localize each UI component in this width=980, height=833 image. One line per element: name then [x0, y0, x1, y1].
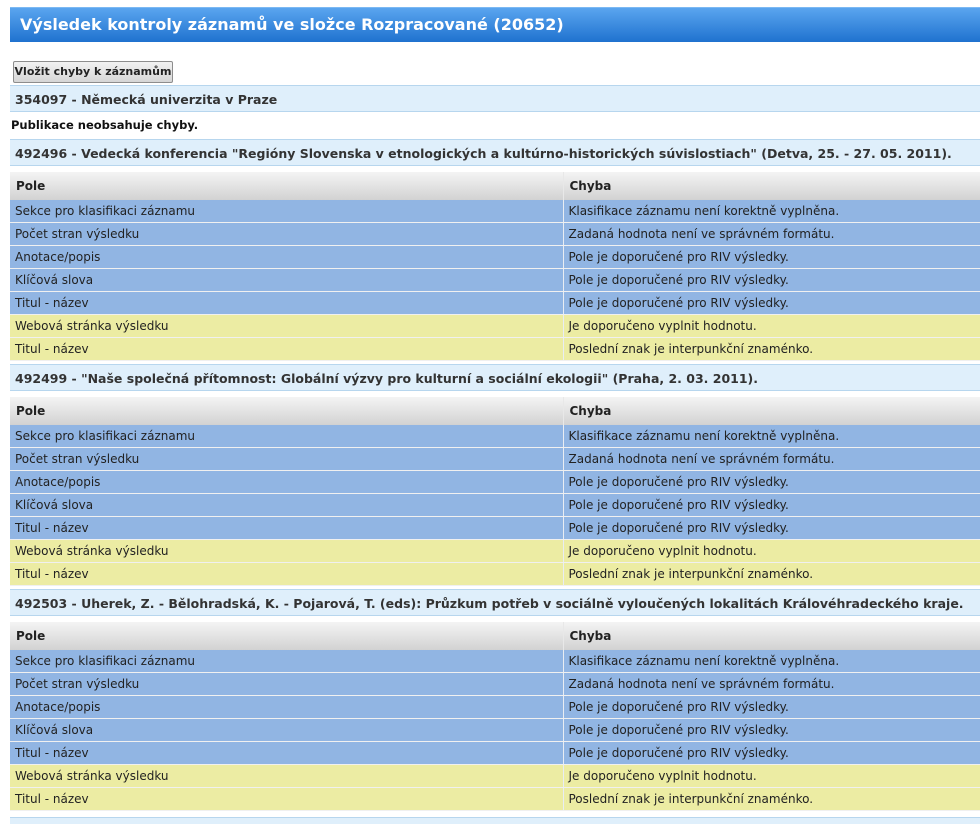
error-cell: Pole je doporučené pro RIV výsledky.: [563, 269, 980, 292]
column-header-field: Pole: [10, 172, 563, 200]
table-row: [10, 471, 980, 494]
table-row: [10, 338, 980, 361]
spacer: [10, 811, 980, 814]
error-cell: Pole je doporučené pro RIV výsledky.: [563, 742, 980, 765]
error-cell: Pole je doporučené pro RIV výsledky.: [563, 517, 980, 540]
table-row: [10, 269, 980, 292]
error-cell: Klasifikace záznamu není korektně vyplněna.: [563, 650, 980, 673]
error-cell: Zadaná hodnota není ve správném formátu.: [563, 223, 980, 246]
error-cell: Klasifikace záznamu není korektně vyplněna.: [563, 200, 980, 223]
error-cell: Poslední znak je interpunkční znaménko.: [563, 563, 980, 586]
field-cell: Sekce pro klasifikaci záznamu: [10, 425, 563, 448]
field-cell: Titul - název: [10, 292, 563, 315]
field-cell: Webová stránka výsledku: [10, 765, 563, 788]
insert-errors-button[interactable]: Vložit chyby k záznamům: [13, 61, 173, 83]
page-title-prefix: Výsledek kontroly záznamů ve složce: [20, 15, 362, 34]
error-cell: Poslední znak je interpunkční znaménko.: [563, 788, 980, 811]
field-cell: Klíčová slova: [10, 269, 563, 292]
column-header-error: Chyba: [563, 172, 980, 200]
field-cell: Titul - název: [10, 563, 563, 586]
record-heading: 492499 - "Naše společná přítomnost: Globální výzvy pro kulturní a sociální ekologii" (Praha, 2. 03. 2011).: [10, 364, 980, 391]
no-errors-note: Publikace neobsahuje chyby.: [11, 118, 199, 132]
table-row: [10, 292, 980, 315]
folder-count: (20652): [487, 15, 564, 34]
field-cell: Titul - název: [10, 788, 563, 811]
results-content: [10, 85, 980, 824]
table-row: [10, 765, 980, 788]
table-header-row: [10, 172, 980, 200]
column-header-error: Chyba: [563, 622, 980, 650]
field-cell: Webová stránka výsledku: [10, 315, 563, 338]
table-row: [10, 719, 980, 742]
records-list: [10, 139, 980, 814]
folder-name: Rozpracované: [361, 15, 488, 34]
error-cell: Pole je doporučené pro RIV výsledky.: [563, 719, 980, 742]
institution-heading: 354097 - Německá univerzita v Praze: [10, 85, 980, 112]
table-row: [10, 200, 980, 223]
table-header-row: [10, 622, 980, 650]
error-cell: Je doporučeno vyplnit hodnotu.: [563, 765, 980, 788]
field-cell: Webová stránka výsledku: [10, 540, 563, 563]
table-row: [10, 517, 980, 540]
error-cell: Pole je doporučené pro RIV výsledky.: [563, 494, 980, 517]
field-cell: Klíčová slova: [10, 494, 563, 517]
table-row: [10, 673, 980, 696]
field-cell: Počet stran výsledku: [10, 673, 563, 696]
error-cell: Pole je doporučené pro RIV výsledky.: [563, 292, 980, 315]
column-header-field: Pole: [10, 397, 563, 425]
table-row: [10, 448, 980, 471]
table-row: [10, 315, 980, 338]
error-cell: Klasifikace záznamu není korektně vyplněna.: [563, 425, 980, 448]
table-row: [10, 650, 980, 673]
field-cell: Titul - název: [10, 517, 563, 540]
field-cell: Počet stran výsledku: [10, 448, 563, 471]
error-cell: Pole je doporučené pro RIV výsledky.: [563, 696, 980, 719]
table-row: [10, 494, 980, 517]
field-cell: Anotace/popis: [10, 246, 563, 269]
field-cell: Sekce pro klasifikaci záznamu: [10, 650, 563, 673]
table-header-row: [10, 397, 980, 425]
page-title: [10, 7, 980, 42]
field-cell: Klíčová slova: [10, 719, 563, 742]
field-cell: Titul - název: [10, 742, 563, 765]
field-cell: Titul - název: [10, 338, 563, 361]
table-row: [10, 540, 980, 563]
error-table: [10, 397, 980, 586]
next-record-heading: [10, 817, 980, 824]
table-row: [10, 696, 980, 719]
table-row: [10, 223, 980, 246]
column-header-error: Chyba: [563, 397, 980, 425]
field-cell: Anotace/popis: [10, 696, 563, 719]
error-table: [10, 172, 980, 361]
error-cell: Pole je doporučené pro RIV výsledky.: [563, 246, 980, 269]
error-cell: Pole je doporučené pro RIV výsledky.: [563, 471, 980, 494]
table-row: [10, 788, 980, 811]
table-row: [10, 563, 980, 586]
column-header-field: Pole: [10, 622, 563, 650]
table-row: [10, 425, 980, 448]
error-cell: Zadaná hodnota není ve správném formátu.: [563, 448, 980, 471]
error-cell: Je doporučeno vyplnit hodnotu.: [563, 540, 980, 563]
table-row: [10, 742, 980, 765]
record-heading: 492496 - Vedecká konferencia "Regióny Slovenska v etnologických a kultúrno-historických súvislostiach" (Detva, 25. - 27. 05. 2011).: [10, 139, 980, 166]
field-cell: Sekce pro klasifikaci záznamu: [10, 200, 563, 223]
error-table: [10, 622, 980, 811]
field-cell: Anotace/popis: [10, 471, 563, 494]
error-cell: Poslední znak je interpunkční znaménko.: [563, 338, 980, 361]
field-cell: Počet stran výsledku: [10, 223, 563, 246]
error-cell: Zadaná hodnota není ve správném formátu.: [563, 673, 980, 696]
error-cell: Je doporučeno vyplnit hodnotu.: [563, 315, 980, 338]
record-heading: 492503 - Uherek, Z. - Bělohradská, K. - Pojarová, T. (eds): Průzkum potřeb v sociálně vyloučených lokalitách Královéhradeckého kraje.: [10, 589, 980, 616]
table-row: [10, 246, 980, 269]
